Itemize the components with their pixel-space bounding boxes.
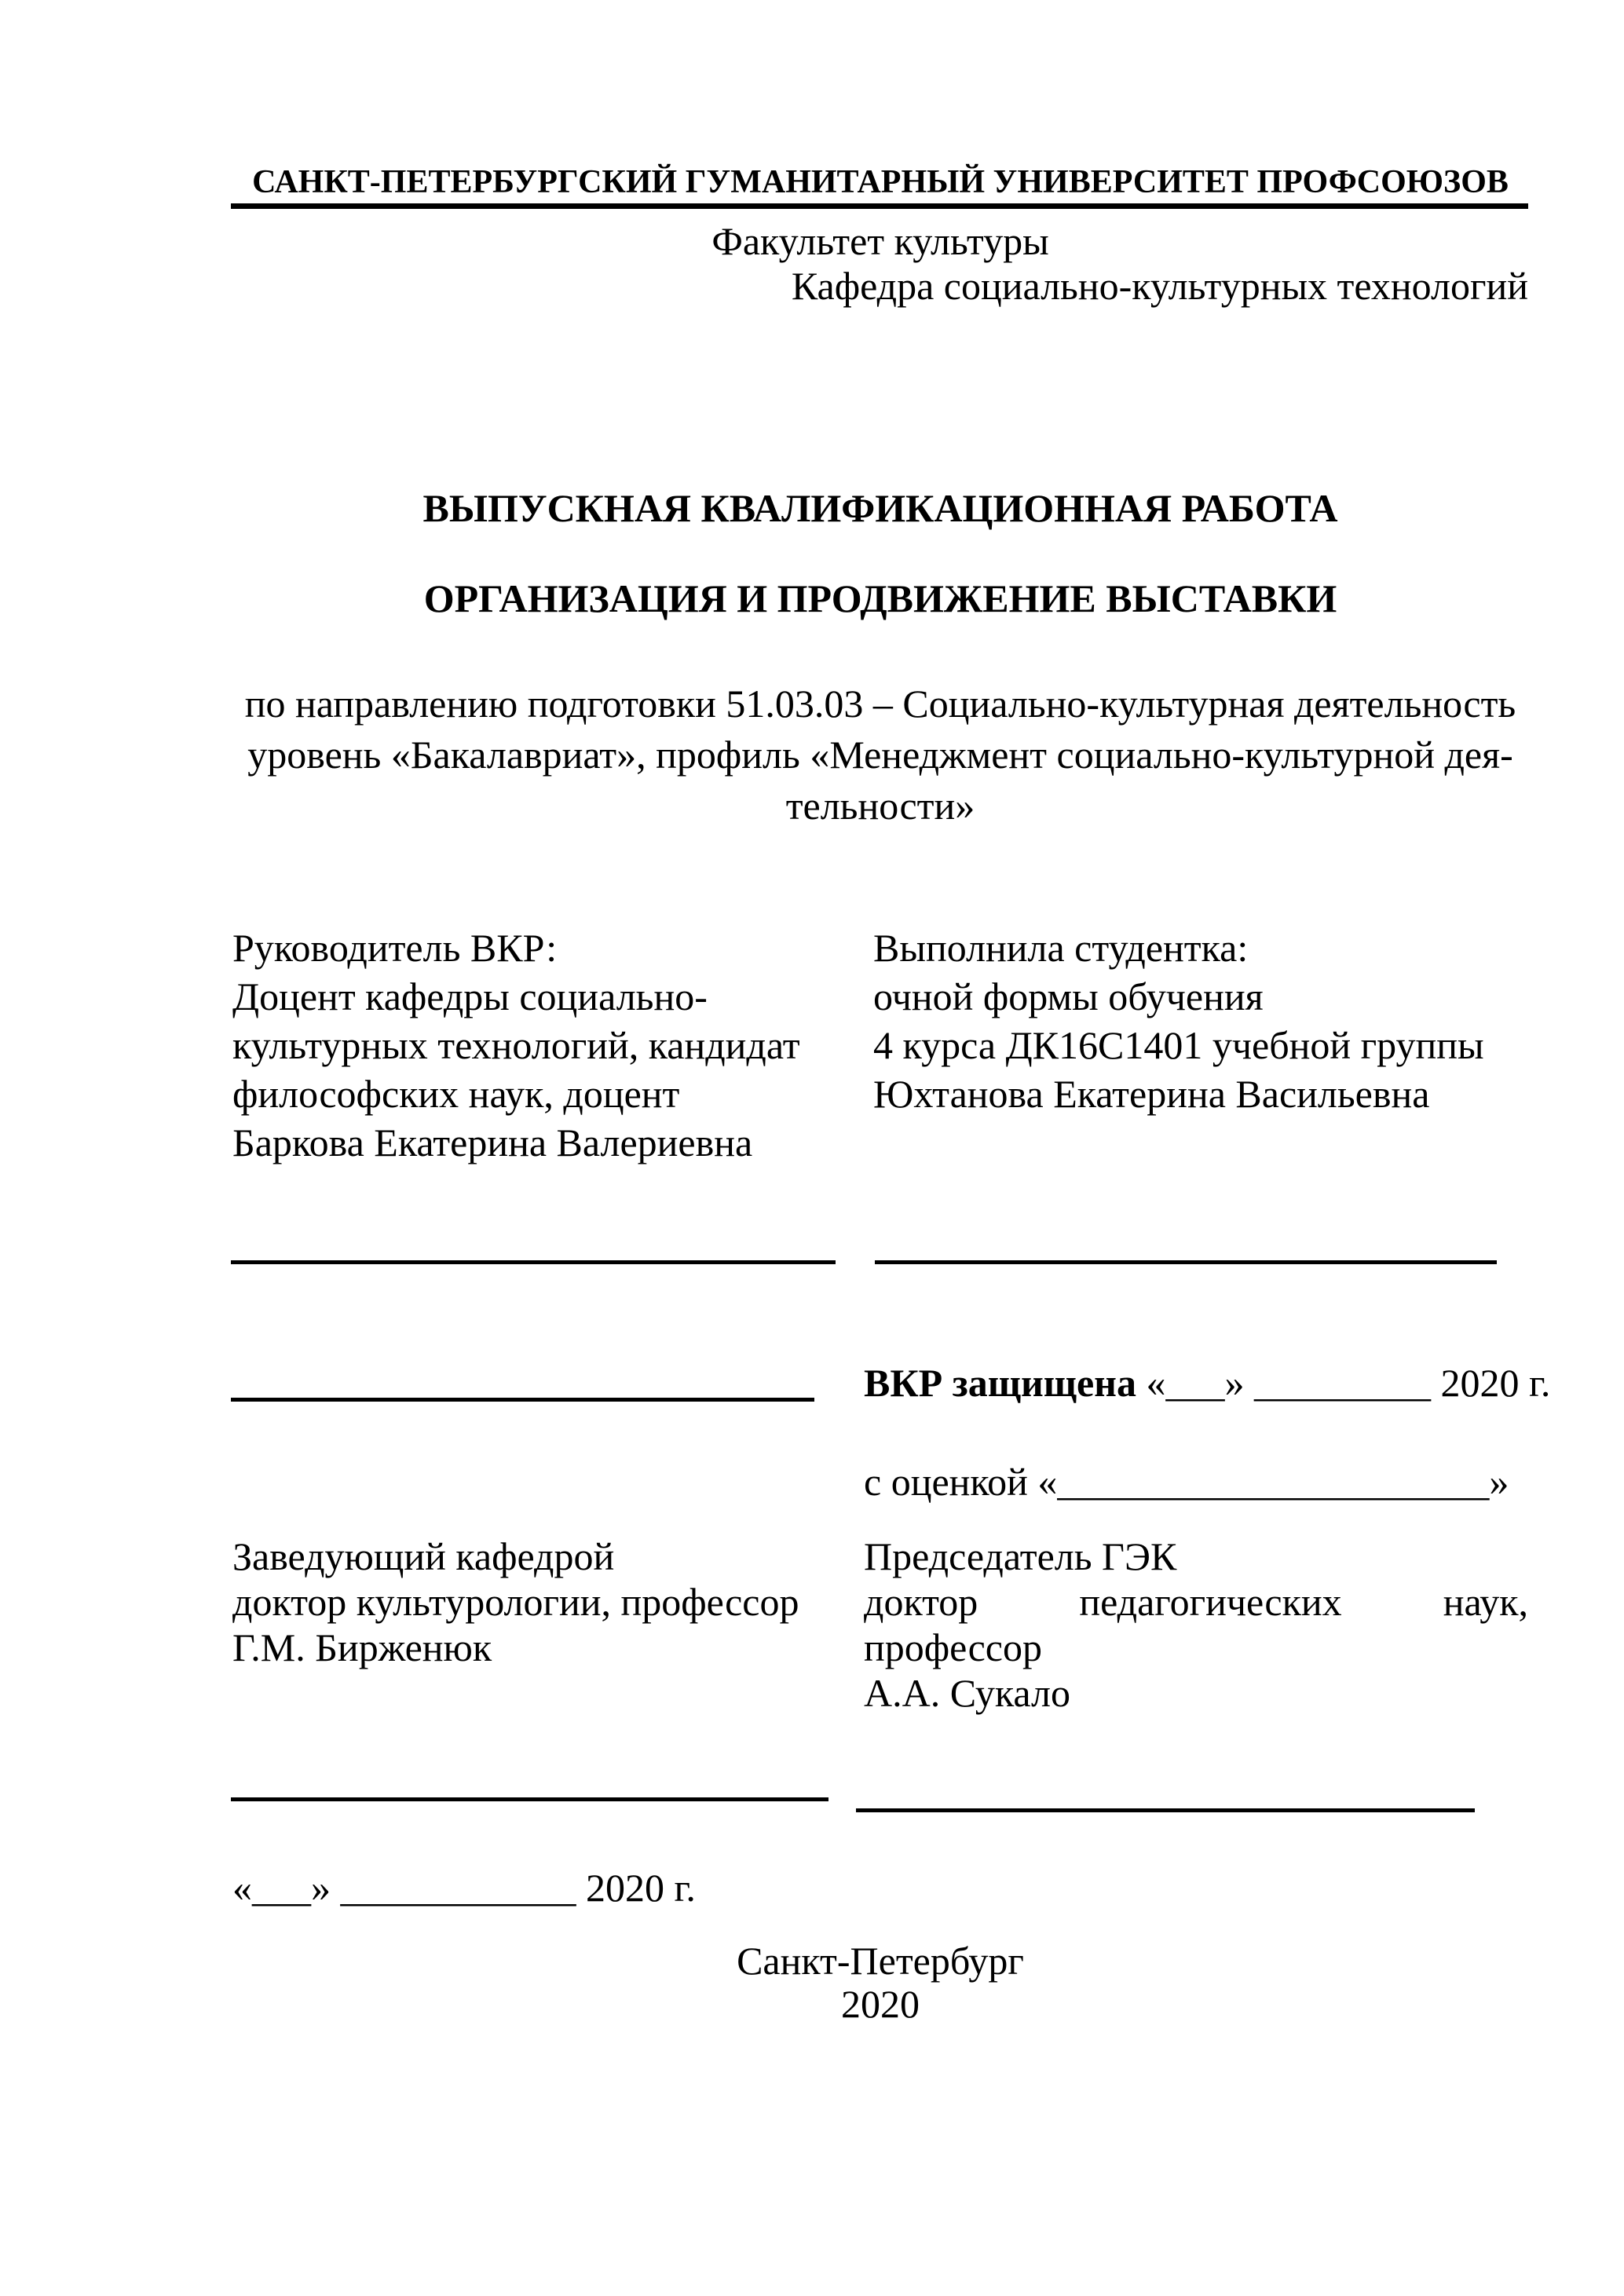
date-blank-line: «___» ____________ 2020 г. xyxy=(232,1866,696,1910)
signature-line-chair xyxy=(856,1808,1475,1812)
student-study-form: очной формы обучения xyxy=(873,974,1264,1018)
student-block xyxy=(873,923,1484,1118)
city-name: Санкт-Петербург xyxy=(737,1939,1024,1983)
head-of-department-block xyxy=(232,1534,799,1670)
signature-line-supervisor xyxy=(231,1260,836,1264)
supervisor-name: Баркова Екатерина Валериевна xyxy=(232,1121,753,1164)
signature-line-student xyxy=(875,1260,1497,1264)
supervisor-position: Доцент кафедры социально- xyxy=(232,974,708,1018)
defense-date-blank: «___» _________ 2020 г. xyxy=(1136,1361,1551,1405)
header-rule xyxy=(231,203,1528,209)
head-degree: доктор культурологии, профессор xyxy=(232,1580,799,1624)
defense-date-line xyxy=(864,1358,1550,1407)
program-line: уровень «Бакалавриат», профиль «Менеджмент социально-культурной дея- xyxy=(247,733,1513,777)
university-name: САНКТ-ПЕТЕРБУРГСКИЙ ГУМАНИТАРНЫЙ УНИВЕРСИТЕТ ПРОФСОЮЗОВ xyxy=(252,164,1509,200)
chair-degree: доктор педагогических наук, xyxy=(864,1580,1528,1624)
signature-line-left xyxy=(231,1398,814,1402)
year: 2020 xyxy=(841,1982,920,2026)
student-heading: Выполнила студентка: xyxy=(873,926,1249,970)
chair-rank: профессор xyxy=(864,1625,1042,1669)
signature-line-head xyxy=(231,1797,828,1801)
defense-date-label: ВКР защищена xyxy=(864,1361,1136,1405)
supervisor-position: культурных технологий, кандидат xyxy=(232,1023,800,1067)
program-line: по направлению подготовки 51.03.03 – Социально-культурная деятельность xyxy=(244,682,1516,726)
head-title: Заведующий кафедрой xyxy=(232,1534,615,1578)
student-name: Юхтанова Екатерина Васильевна xyxy=(873,1072,1430,1116)
gek-chair-block xyxy=(864,1534,1528,1716)
department-name: Кафедра социально-культурных технологий xyxy=(791,264,1528,308)
work-title: ОРГАНИЗАЦИЯ И ПРОДВИЖЕНИЕ ВЫСТАВКИ xyxy=(423,576,1337,620)
student-group: 4 курса ДК16С1401 учебной группы xyxy=(873,1023,1484,1067)
supervisor-degree: философских наук, доцент xyxy=(232,1072,680,1116)
faculty-name: Факультет культуры xyxy=(711,219,1049,263)
work-type-heading: ВЫПУСКНАЯ КВАЛИФИКАЦИОННАЯ РАБОТА xyxy=(422,486,1338,530)
grade-line: с оценкой «______________________» xyxy=(864,1460,1509,1504)
program-line: тельности» xyxy=(785,784,975,828)
program-info xyxy=(232,678,1528,832)
chair-name: А.А. Сукало xyxy=(864,1671,1070,1715)
supervisor-block xyxy=(232,923,800,1167)
head-name: Г.М. Бирженюк xyxy=(232,1625,492,1669)
supervisor-heading: Руководитель ВКР: xyxy=(232,926,558,970)
chair-title: Председатель ГЭК xyxy=(864,1534,1177,1578)
